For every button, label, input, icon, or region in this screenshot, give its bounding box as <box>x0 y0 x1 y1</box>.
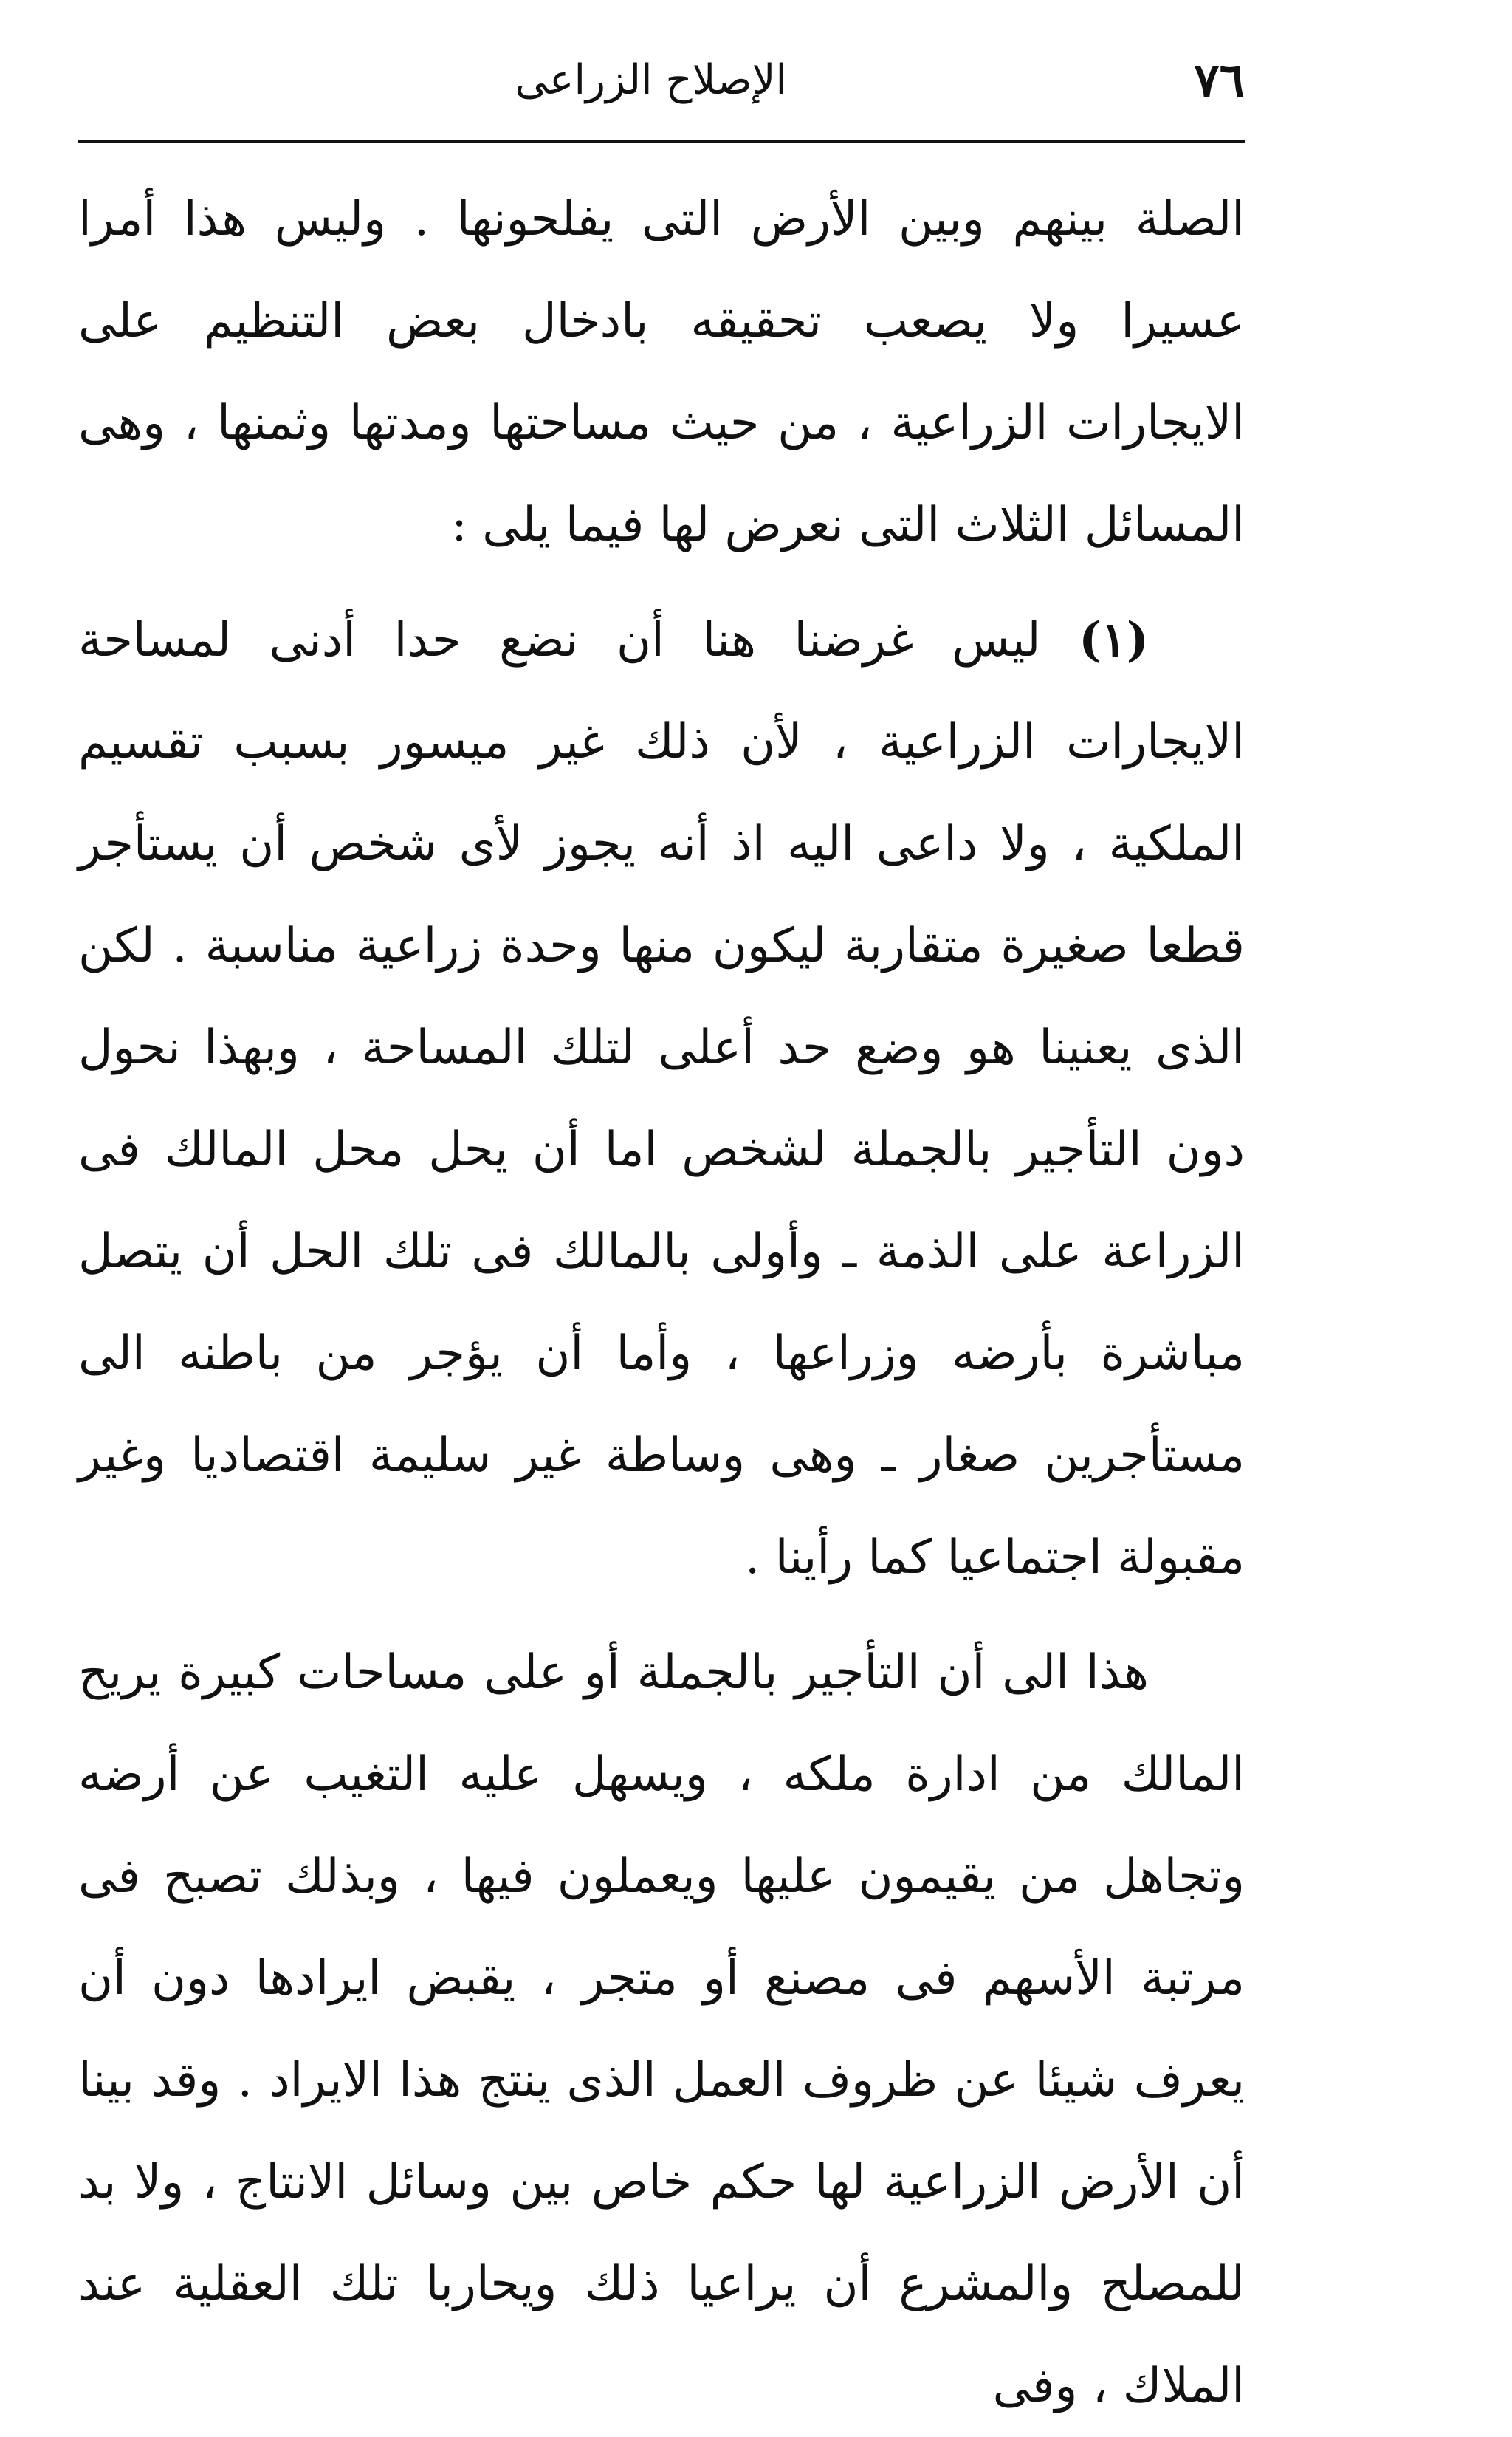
running-title: الإصلاح الزراعى <box>515 56 787 104</box>
paragraph-continuation <box>78 1622 1245 2437</box>
paragraph-point-1 <box>78 589 1245 1608</box>
paragraph-text: هذا الى أن التأجير بالجملة أو على مساحات كبيرة يريح المالك من ادارة ملكه ، ويسهل عليه التغيب عن أرضه وتجاهل من يقيمون عليها ويعملون فيها ، وبذلك تصبح فى مرتبة الأسهم فى مصنع أو متجر ، يقبض ايرادها دون أن يعرف شيئا عن ظروف العمل الذى ينتج هذا الايراد . وقد بينا أن الأرض الزراعية لها حكم خاص بين وسائل الانتاج ، ولا بد للمصلح والمشرع أن يراعيا ذلك ويحاربا تلك العقلية عند الملاك ، وفى <box>78 1645 1245 2413</box>
page-header <box>78 46 1245 134</box>
paragraph-number: (١) <box>1079 612 1150 668</box>
page-number: ٧٦ <box>1194 53 1245 109</box>
paragraph-intro <box>78 168 1245 576</box>
header-rule <box>78 140 1245 143</box>
paragraph-text: الصلة بينهم وبين الأرض التى يفلحونها . وليس هذا أمرا عسيرا ولا يصعب تحقيقه بادخال بعض التنظيم على الايجارات الزراعية ، من حيث مساحتها ومدتها وثمنها ، وهى المسائل الثلاث التى نعرض لها فيما يلى : <box>78 192 1245 552</box>
paragraph-text: ليس غرضنا هنا أن نضع حدا أدنى لمساحة الايجارات الزراعية ، لأن ذلك غير ميسور بسبب تقسيم الملكية ، ولا داعى اليه اذ أنه يجوز لأى شخص أن يستأجر قطعا صغيرة متقاربة ليكون منها وحدة زراعية مناسبة . لكن الذى يعنينا هو وضع حد أعلى لتلك المساحة ، وبهذا نحول دون التأجير بالجملة لشخص اما أن يحل محل المالك فى الزراعة على الذمة ـ وأولى بالمالك فى تلك الحل أن يتصل مباشرة بأرضه وزراعها ، وأما أن يؤجر من باطنه الى مستأجرين صغار ـ وهى وساطة غير سليمة اقتصاديا وغير مقبولة اجتماعيا كما رأينا . <box>78 613 1245 1585</box>
body-text <box>78 168 1245 2437</box>
